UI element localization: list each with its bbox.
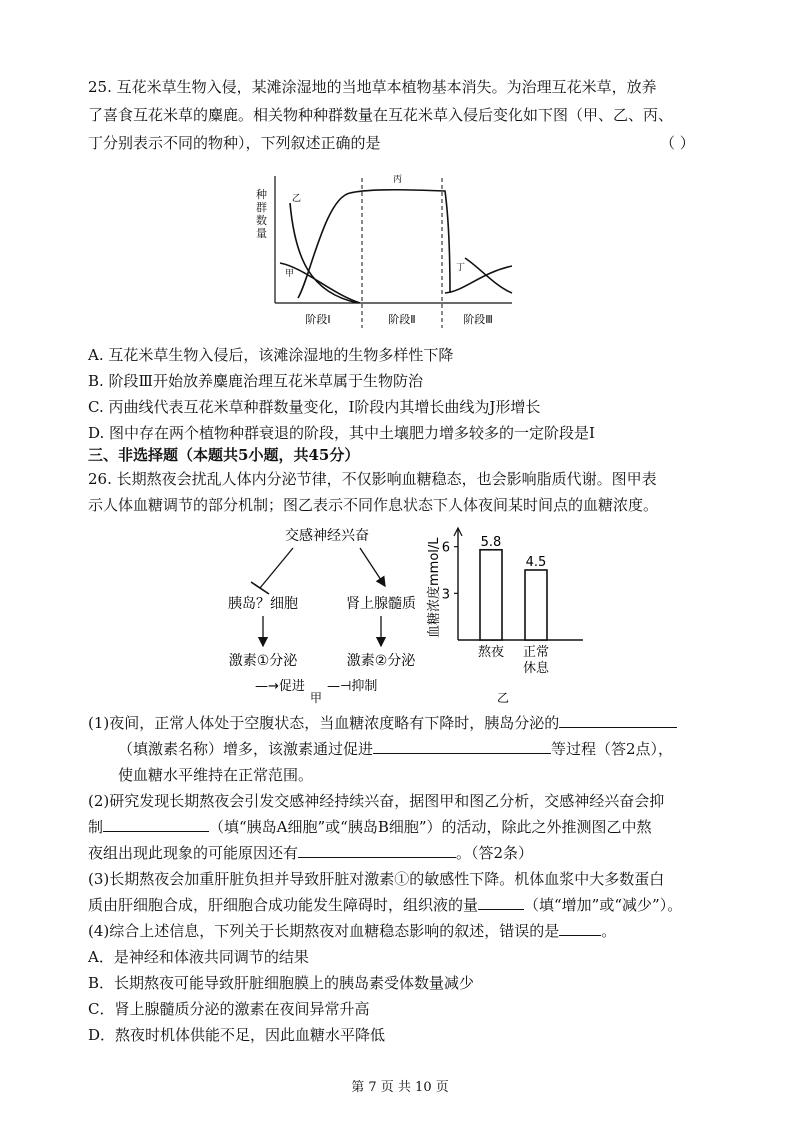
- chart-bar: [480, 550, 502, 640]
- promote-arrow-top: [360, 548, 385, 586]
- label-yi: 乙: [292, 194, 302, 204]
- node-hormone-1: 激素①分泌: [228, 653, 298, 669]
- q25-line-1: 25. 互花米草生物入侵，某滩涂湿地的当地草本植物基本消失。为治理互花米草，放养: [88, 78, 657, 96]
- q25-option-a: A. 互花米草生物入侵后，该滩涂湿地的生物多样性下降: [88, 346, 454, 364]
- q25-line-2: 了喜食互花米草的麋鹿。相关物种种群数量在互花米草入侵后变化如下图（甲、乙、丙、: [88, 106, 674, 124]
- sub2-line-3: [88, 842, 728, 864]
- page-footer: 第 7 页 共 10 页: [351, 1080, 449, 1095]
- sub3-text-a: 质由肝细胞合成，肝细胞合成功能发生障碍时，组织液的量: [88, 896, 479, 914]
- answer-blank-6[interactable]: [559, 921, 601, 936]
- q26-line-2: 示人体血糖调节的部分机制；图乙表示不同作息状态下人体夜间某时间点的血糖浓度。: [88, 496, 659, 514]
- answer-blank-3[interactable]: [103, 817, 209, 832]
- chart-category-label: 熬夜: [477, 645, 505, 660]
- stage-1-label: 阶段Ⅰ: [305, 313, 331, 326]
- q25-option-c: C. 丙曲线代表互花米草种群数量变化，Ⅰ阶段内其增长曲线为J形增长: [88, 398, 541, 416]
- q25-line-3: [88, 132, 728, 154]
- legend-inhibit: —⊣抑制: [327, 679, 378, 694]
- inhibit-bar: [251, 582, 269, 594]
- q25-option-d: D. 图中存在两个植物种群衰退的阶段，其中土壤肥力增多较多的一定阶段是Ⅰ: [88, 424, 595, 442]
- caption-yi: 乙: [496, 691, 510, 705]
- node-adrenal-medulla: 肾上腺髓质: [346, 596, 416, 612]
- sub3-text-b: （填“增加”或“减少”）。: [524, 896, 683, 914]
- chart-y-tick-label: 3: [441, 587, 450, 603]
- chart-y-label: 血糖浓度mmol/L: [427, 537, 442, 638]
- sub1-text-a: (1)夜间，正常人体处于空腹状态，当血糖浓度略有下降时，胰岛分泌的: [88, 714, 560, 732]
- section-3-title: 三、非选择题（本题共5小题，共45分）: [88, 446, 360, 464]
- label-ding: 丁: [456, 263, 466, 273]
- sub4-text-b: 。: [601, 922, 617, 940]
- sub4-text-a: (4)综合上述信息，下列关于长期熬夜对血糖稳态影响的叙述，错误的是: [88, 922, 560, 940]
- label-bing: 丙: [393, 175, 403, 185]
- node-islet-cell: 胰岛？细胞: [228, 596, 298, 612]
- sub1-line-2: [118, 738, 758, 760]
- chart-value-label: 5.8: [480, 534, 502, 550]
- y-axis-label: 种群数量: [256, 188, 267, 240]
- answer-blank-5[interactable]: [478, 895, 524, 910]
- sub4-option-b: B．长期熬夜可能导致肝脏细胞膜上的胰岛素受体数量减少: [88, 974, 475, 992]
- curve-yi: [290, 203, 358, 303]
- sub2-line-1: (2)研究发现长期熬夜会引发交感神经持续兴奋，据图甲和图乙分析，交感神经兴奋会抑: [88, 792, 665, 810]
- regulation-diagram: [215, 520, 435, 705]
- sub3-line-2: [88, 894, 728, 916]
- sub3-line-1: (3)长期熬夜会加重肝脏负担并导致肝脏对激素①的敏感性下降。机体血浆中大多数蛋白: [88, 870, 665, 888]
- caption-jia: 甲: [310, 691, 323, 705]
- q25-option-b: B. 阶段Ⅲ开始放养麋鹿治理互花米草属于生物防治: [88, 372, 424, 390]
- label-jia: 甲: [285, 269, 295, 279]
- stage-2-label: 阶段Ⅱ: [388, 313, 416, 326]
- sub2-text-a: 制: [88, 818, 104, 836]
- curve-bing: [298, 190, 450, 298]
- legend-promote: —→促进: [255, 679, 305, 694]
- sub1-line-1: [88, 712, 728, 734]
- curve-ding-cross: [465, 258, 512, 293]
- sub4-option-c: C．肾上腺髓质分泌的激素在夜间异常升高: [88, 1000, 370, 1018]
- chart-y-tick-label: 6: [441, 540, 450, 556]
- answer-blank-4[interactable]: [298, 843, 456, 858]
- chart-value-label: 4.5: [525, 555, 547, 570]
- q25-stem-end: 丁分别表示不同的物种），下列叙述正确的是: [88, 134, 381, 152]
- sub4-line-1: [88, 920, 728, 942]
- sub2-text-c: 夜组出现此现象的可能原因还有: [88, 844, 299, 862]
- sub1-text-b: （填激素名称）增多，该激素通过促进: [118, 740, 374, 758]
- q26-line-1: 26. 长期熬夜会扰乱人体内分泌节律，不仅影响血糖稳态，也会影响脂质代谢。图甲表: [88, 470, 657, 488]
- node-sympathetic: 交感神经兴奋: [285, 528, 369, 544]
- sub2-text-b: （填“胰岛A细胞”或“胰岛B细胞”）的活动，除此之外推测图乙中熬: [209, 818, 652, 836]
- inhibit-line: [260, 548, 293, 588]
- answer-paren: （ ）: [660, 134, 695, 152]
- sub4-option-a: A．是神经和体液共同调节的结果: [88, 948, 309, 966]
- sub1-text-c: 等过程（答2点），: [551, 740, 674, 758]
- sub1-line-3: 使血糖水平维持在正常范围。: [118, 766, 314, 784]
- sub2-text-d: 。（答2条）: [456, 844, 534, 862]
- glucose-bar-chart: [420, 520, 600, 705]
- answer-blank-2[interactable]: [373, 739, 551, 754]
- sub4-option-d: D．熬夜时机体供能不足，因此血糖水平降低: [88, 1026, 386, 1044]
- node-hormone-2: 激素②分泌: [346, 653, 416, 669]
- chart-category-label: 正常: [522, 645, 550, 660]
- sub2-line-2: [88, 816, 728, 838]
- stage-3-label: 阶段Ⅲ: [463, 313, 493, 326]
- chart-bar: [525, 570, 547, 640]
- chart-category-label: 休息: [522, 661, 550, 676]
- answer-blank-1[interactable]: [559, 713, 677, 728]
- population-graph: [250, 168, 530, 338]
